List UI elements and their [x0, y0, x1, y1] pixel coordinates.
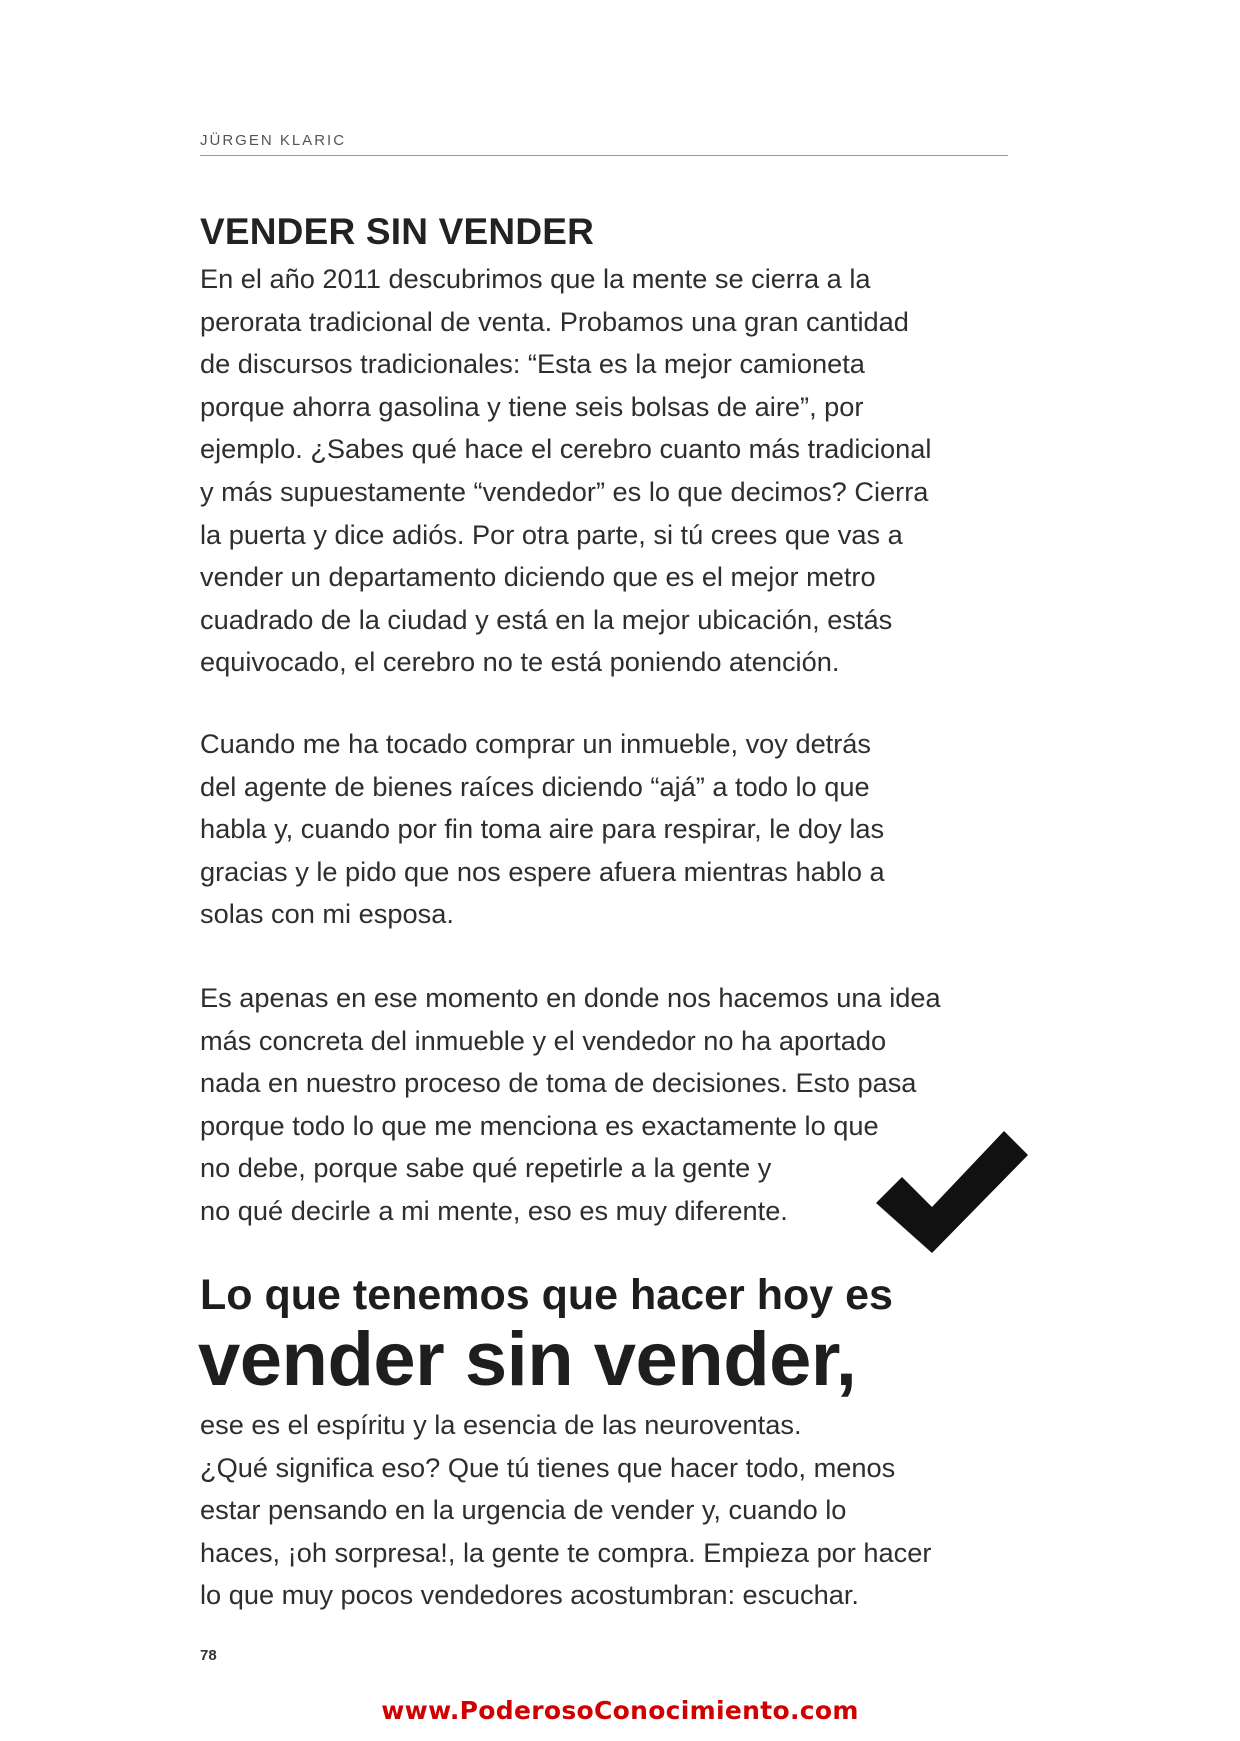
text-line: estar pensando en la urgencia de vender y, cuando lo [200, 1494, 847, 1526]
paragraph-1 [200, 258, 1030, 684]
pull-quote-line-1: Lo que tenemos que hacer hoy es [200, 1271, 893, 1319]
section-title: VENDER SIN VENDER [200, 211, 595, 252]
text-line: equivocado, el cerebro no te está poniendo atención. [200, 646, 840, 678]
text-line: no qué decirle a mi mente, eso es muy diferente. [200, 1194, 788, 1226]
text-line: perorata tradicional de venta. Probamos una gran cantidad [200, 305, 909, 337]
text-line: la puerta y dice adiós. Por otra parte, si tú crees que vas a [200, 518, 903, 550]
text-line: gracias y le pido que nos espere afuera mientras hablo a [200, 855, 885, 887]
paragraph-2 [200, 723, 1030, 936]
text-line: vender un departamento diciendo que es el mejor metro [200, 561, 876, 593]
text-line: Cuando me ha tocado comprar un inmueble, voy detrás [200, 728, 872, 759]
text-line: ese es el espíritu y la esencia de las neuroventas. [200, 1409, 802, 1440]
text-line: haces, ¡oh sorpresa!, la gente te compra. Empieza por hacer [200, 1536, 932, 1568]
text-line: solas con mi esposa. [200, 898, 454, 930]
text-line: más concreta del inmueble y el vendedor no ha aportado [200, 1024, 887, 1056]
text-line: y más supuestamente “vendedor” es lo que decimos? Cierra [200, 475, 929, 507]
watermark-link[interactable]: www.PoderosoConocimiento.com [381, 1696, 859, 1725]
header-divider [200, 155, 1008, 156]
pull-quote-line-2: vender sin vender, [198, 1317, 857, 1402]
running-head: JÜRGEN KLARIC [200, 132, 347, 149]
text-line: En el año 2011 descubrimos que la mente se cierra a la [200, 263, 871, 294]
page-number: 78 [200, 1647, 217, 1664]
text-line: no debe, porque sabe qué repetirle a la gente y [200, 1152, 772, 1184]
paragraph-4 [200, 1404, 1030, 1617]
text-line: ¿Qué significa eso? Que tú tienes que hacer todo, menos [200, 1451, 896, 1483]
text-line: habla y, cuando por fin toma aire para respirar, le doy las [200, 813, 885, 845]
checkmark-icon [870, 1125, 1030, 1255]
text-line: cuadrado de la ciudad y está en la mejor ubicación, estás [200, 603, 893, 635]
text-line: ejemplo. ¿Sabes qué hace el cerebro cuanto más tradicional [200, 433, 932, 465]
text-line: porque ahorra gasolina y tiene seis bolsas de aire”, por [200, 390, 864, 422]
text-line: lo que muy pocos vendedores acostumbran: escuchar. [200, 1579, 859, 1611]
text-line: Es apenas en ese momento en donde nos hacemos una idea [200, 982, 941, 1013]
text-line: del agente de bienes raíces diciendo “ajá” a todo lo que [200, 770, 870, 802]
text-line: de discursos tradicionales: “Esta es la mejor camioneta [200, 348, 865, 380]
text-line: porque todo lo que me menciona es exactamente lo que [200, 1109, 879, 1141]
text-line: nada en nuestro proceso de toma de decisiones. Esto pasa [200, 1067, 917, 1099]
